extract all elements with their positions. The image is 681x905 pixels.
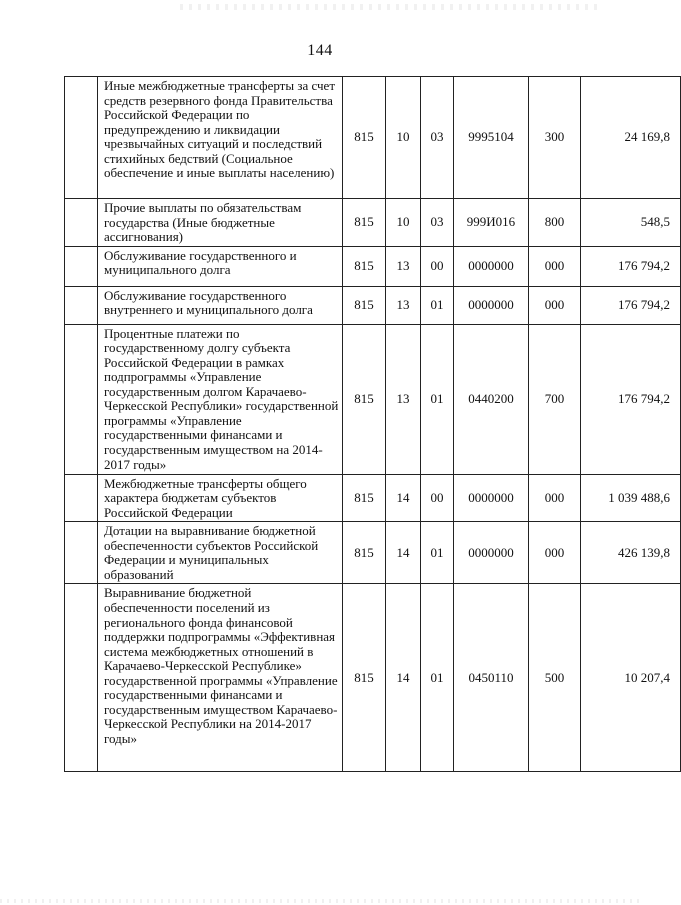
razdel-cell: 14	[386, 584, 421, 772]
glava-cell: 815	[343, 286, 386, 324]
blank-cell	[65, 286, 98, 324]
item-name-cell: Процентные платежи по государственному долгу субъекта Российской Федерации в рамках подпрограммы «Управление государственным долгом Карачаево-Черкесской Республики» государственной программы «Управление государственными финансами и государственным имуществом на 2014-2017 годы»	[98, 324, 343, 474]
razdel-cell: 10	[386, 199, 421, 247]
razdel-cell: 10	[386, 77, 421, 199]
item-name-cell: Прочие выплаты по обязательствам государства (Иные бюджетные ассигнования)	[98, 199, 343, 247]
blank-cell	[65, 474, 98, 522]
table-row	[65, 286, 681, 324]
razdel-cell: 14	[386, 522, 421, 584]
sum-cell: 548,5	[581, 199, 681, 247]
blank-cell	[65, 522, 98, 584]
budget-table-container	[64, 76, 670, 772]
table-row	[65, 584, 681, 772]
sum-cell: 10 207,4	[581, 584, 681, 772]
blank-cell	[65, 324, 98, 474]
target-article-cell: 0000000	[454, 474, 529, 522]
expense-type-cell: 700	[529, 324, 581, 474]
expense-type-cell: 000	[529, 474, 581, 522]
table-row	[65, 199, 681, 247]
item-name-cell: Иные межбюджетные трансферты за счет средств резервного фонда Правительства Российской Федерации по предупреждению и ликвидации чрезвычайных ситуаций и последствий стихийных бедствий (Социальное обеспечение и иные выплаты населению)	[98, 77, 343, 199]
blank-cell	[65, 584, 98, 772]
table-row	[65, 246, 681, 286]
glava-cell: 815	[343, 246, 386, 286]
item-name-cell: Дотации на выравнивание бюджетной обеспеченности субъектов Российской Федерации и муниципальных образований	[98, 522, 343, 584]
glava-cell: 815	[343, 474, 386, 522]
target-article-cell: 0450110	[454, 584, 529, 772]
expense-type-cell: 000	[529, 246, 581, 286]
sum-cell: 426 139,8	[581, 522, 681, 584]
glava-cell: 815	[343, 584, 386, 772]
sum-cell: 176 794,2	[581, 286, 681, 324]
podrazdel-cell: 01	[421, 286, 454, 324]
glava-cell: 815	[343, 199, 386, 247]
page-number: 144	[307, 42, 333, 59]
item-name-cell: Обслуживание государственного внутреннего и муниципального долга	[98, 286, 343, 324]
razdel-cell: 13	[386, 286, 421, 324]
table-row	[65, 324, 681, 474]
sum-cell: 24 169,8	[581, 77, 681, 199]
podrazdel-cell: 01	[421, 324, 454, 474]
expense-type-cell: 500	[529, 584, 581, 772]
target-article-cell: 0000000	[454, 246, 529, 286]
expense-type-cell: 800	[529, 199, 581, 247]
target-article-cell: 0000000	[454, 522, 529, 584]
blank-cell	[65, 199, 98, 247]
podrazdel-cell: 03	[421, 77, 454, 199]
podrazdel-cell: 03	[421, 199, 454, 247]
target-article-cell: 0440200	[454, 324, 529, 474]
expense-type-cell: 000	[529, 286, 581, 324]
item-name-cell: Обслуживание государственного и муниципального долга	[98, 246, 343, 286]
scan-noise-top	[180, 4, 600, 10]
podrazdel-cell: 01	[421, 522, 454, 584]
sum-cell: 176 794,2	[581, 246, 681, 286]
expense-type-cell: 000	[529, 522, 581, 584]
blank-cell	[65, 246, 98, 286]
podrazdel-cell: 00	[421, 474, 454, 522]
razdel-cell: 13	[386, 246, 421, 286]
podrazdel-cell: 01	[421, 584, 454, 772]
razdel-cell: 14	[386, 474, 421, 522]
razdel-cell: 13	[386, 324, 421, 474]
target-article-cell: 9995104	[454, 77, 529, 199]
table-row	[65, 77, 681, 199]
table-row	[65, 474, 681, 522]
item-name-cell: Межбюджетные трансферты общего характера бюджетам субъектов Российской Федерации	[98, 474, 343, 522]
glava-cell: 815	[343, 522, 386, 584]
table-row	[65, 522, 681, 584]
expense-type-cell: 300	[529, 77, 581, 199]
target-article-cell: 999И016	[454, 199, 529, 247]
sum-cell: 176 794,2	[581, 324, 681, 474]
item-name-cell: Выравнивание бюджетной обеспеченности поселений из регионального фонда финансовой поддержки подпрограммы «Эффективная система межбюджетных отношений в Карачаево-Черкесской Республике» государственной программы «Управление государственными финансами и государственным имуществом Карачаево-Черкесской Республики на 2014-2017 годы»	[98, 584, 343, 772]
budget-table	[64, 76, 681, 772]
target-article-cell: 0000000	[454, 286, 529, 324]
podrazdel-cell: 00	[421, 246, 454, 286]
blank-cell	[65, 77, 98, 199]
scan-noise-bottom	[0, 899, 640, 903]
glava-cell: 815	[343, 77, 386, 199]
sum-cell: 1 039 488,6	[581, 474, 681, 522]
glava-cell: 815	[343, 324, 386, 474]
